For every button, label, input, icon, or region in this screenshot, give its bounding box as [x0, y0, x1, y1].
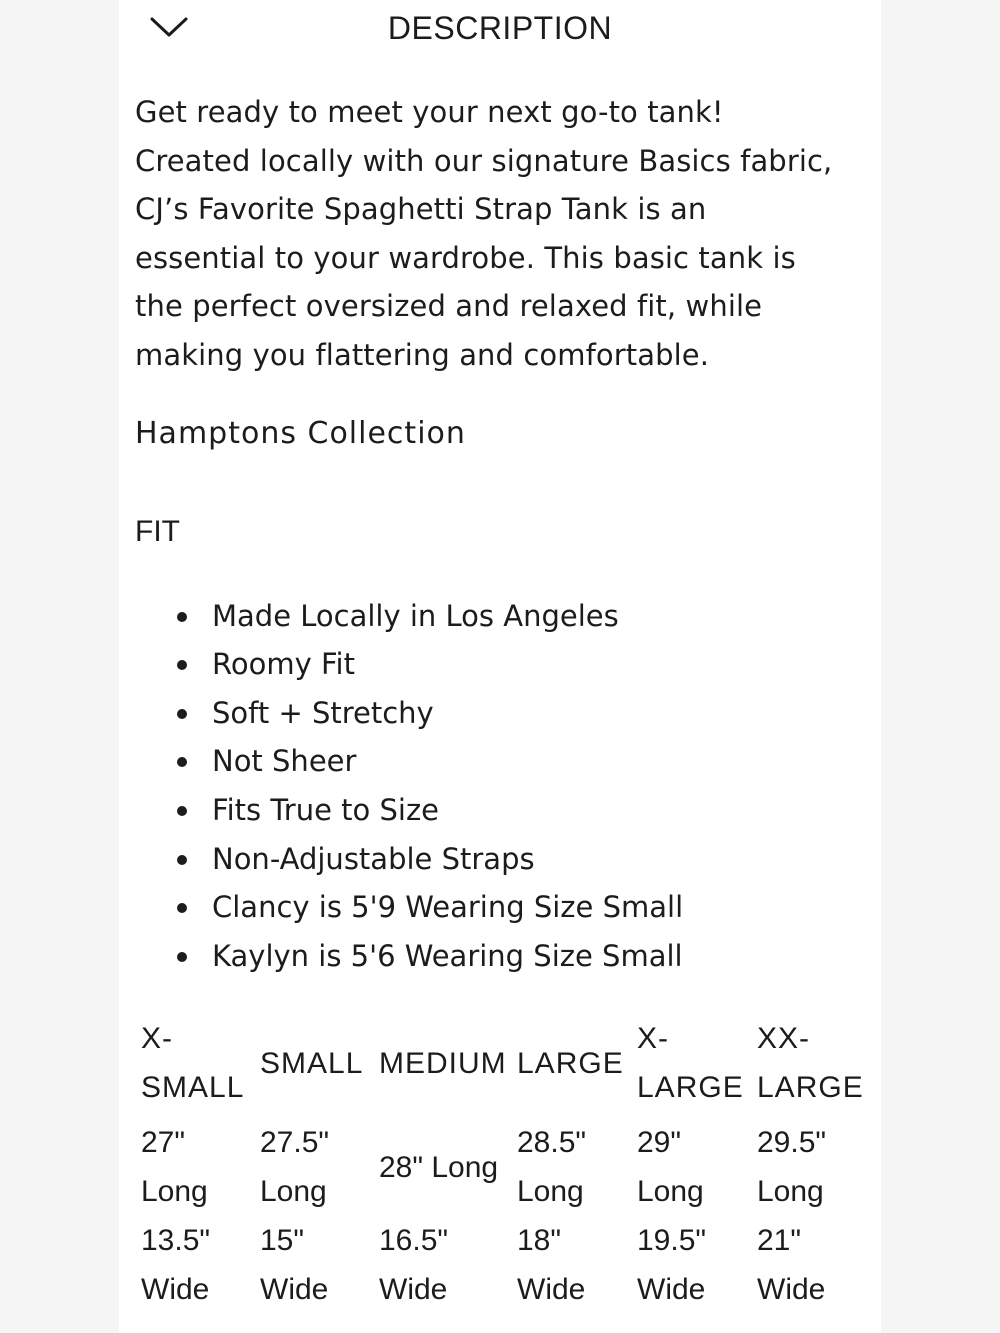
- bullet-icon: [177, 709, 187, 719]
- fit-item-label: Soft + Stretchy: [212, 695, 434, 730]
- description-line: the perfect oversized and relaxed fit, while: [135, 289, 763, 324]
- description-line: Get ready to meet your next go-to tank!: [135, 95, 724, 129]
- bullet-icon: [177, 903, 187, 913]
- size-column-header: SMALL: [260, 1046, 364, 1080]
- fit-list: [135, 592, 870, 981]
- list-item: [135, 640, 870, 689]
- fit-item-label: Non-Adjustable Straps: [212, 841, 535, 876]
- size-column-header: MEDIUM: [379, 1046, 507, 1080]
- list-item: [135, 689, 870, 738]
- table-row: [136, 1118, 867, 1216]
- description-line: CJ’s Favorite Spaghetti Strap Tank is an: [135, 192, 707, 227]
- list-item: [135, 883, 870, 932]
- description-accordion-header[interactable]: [119, 0, 881, 60]
- size-width-cell: 18" Wide: [517, 1224, 586, 1306]
- bullet-icon: [177, 757, 187, 767]
- size-width-cell: 13.5" Wide: [141, 1224, 211, 1306]
- description-title: DESCRIPTION: [387, 10, 613, 46]
- fit-item-label: Roomy Fit: [212, 647, 355, 682]
- list-item: [135, 592, 870, 641]
- size-length-cell: 28.5" Long: [517, 1126, 587, 1208]
- size-chart-header-row: [136, 1010, 867, 1118]
- size-width-cell: 21" Wide: [757, 1224, 826, 1306]
- list-item: [135, 932, 870, 981]
- size-chart-table: [136, 1010, 867, 1314]
- size-column-header: XX-LARGE: [757, 1022, 864, 1104]
- size-column-header: LARGE: [517, 1046, 624, 1080]
- fit-item-label: Kaylyn is 5'6 Wearing Size Small: [212, 938, 683, 973]
- fit-item-label: Not Sheer: [212, 744, 357, 779]
- size-width-cell: 19.5" Wide: [637, 1224, 707, 1306]
- bullet-icon: [177, 612, 187, 622]
- bullet-icon: [177, 660, 187, 670]
- table-row: [136, 1216, 867, 1314]
- fit-item-label: Clancy is 5'9 Wearing Size Small: [212, 890, 684, 925]
- bullet-icon: [177, 952, 187, 962]
- description-content: [135, 88, 870, 980]
- fit-heading: FIT: [135, 514, 180, 548]
- list-item: [135, 737, 870, 786]
- description-line: Created locally with our signature Basics fabric,: [135, 143, 833, 178]
- description-text: [135, 88, 870, 380]
- bullet-icon: [177, 855, 187, 865]
- collection-name: Hamptons Collection: [135, 415, 466, 451]
- size-length-cell: 27" Long: [141, 1126, 208, 1208]
- size-column-header: X-LARGE: [637, 1022, 744, 1104]
- size-length-cell: 28" Long: [379, 1150, 499, 1184]
- size-column-header: X-SMALL: [141, 1022, 245, 1104]
- description-line: essential to your wardrobe. This basic tank is: [135, 240, 796, 275]
- list-item: [135, 786, 870, 835]
- size-width-cell: 16.5" Wide: [379, 1224, 449, 1306]
- size-length-cell: 29.5" Long: [757, 1126, 827, 1208]
- bullet-icon: [177, 806, 187, 816]
- description-line: making you flattering and comfortable.: [135, 337, 710, 372]
- fit-item-label: Made Locally in Los Angeles: [212, 598, 619, 633]
- size-width-cell: 15" Wide: [260, 1224, 329, 1306]
- list-item: [135, 835, 870, 884]
- fit-item-label: Fits True to Size: [212, 792, 440, 827]
- size-length-cell: 27.5" Long: [260, 1126, 330, 1208]
- size-length-cell: 29" Long: [637, 1126, 704, 1208]
